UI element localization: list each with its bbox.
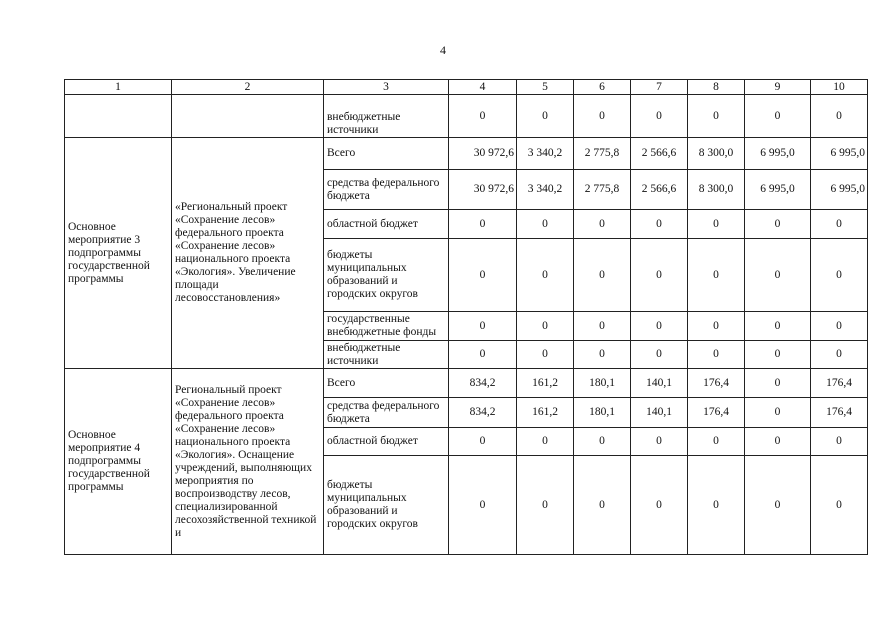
- column-header: 4: [449, 80, 517, 95]
- value-cell: 176,4: [688, 369, 745, 398]
- project-cell-empty: [172, 95, 324, 138]
- value-cell: 30 972,6: [449, 170, 517, 210]
- value-cell: 0: [517, 341, 574, 369]
- value-cell: 0: [688, 428, 745, 456]
- value-cell: 834,2: [449, 398, 517, 428]
- value-cell: 0: [517, 456, 574, 555]
- value-cell: 0: [745, 95, 811, 138]
- event-name: Основное мероприятие 4 подпрограммы государственной программы: [65, 369, 172, 555]
- value-cell: 0: [574, 341, 631, 369]
- value-cell: 0: [745, 456, 811, 555]
- value-cell: 2 566,6: [631, 138, 688, 170]
- value-cell: 161,2: [517, 369, 574, 398]
- table-row: [65, 138, 868, 170]
- funding-source: внебюджетные источники: [324, 95, 449, 138]
- project-description: «Региональный проект «Сохранение лесов» федерального проекта «Сохранение лесов» национального проекта «Экология». Увеличение площади лесовосстановления»: [172, 138, 324, 369]
- value-cell: 3 340,2: [517, 170, 574, 210]
- value-cell: 176,4: [811, 369, 868, 398]
- value-cell: 0: [449, 341, 517, 369]
- value-cell: 180,1: [574, 398, 631, 428]
- value-cell: 6 995,0: [745, 170, 811, 210]
- value-cell: 0: [449, 456, 517, 555]
- value-cell: 0: [449, 312, 517, 341]
- value-cell: 0: [811, 428, 868, 456]
- value-cell: 0: [631, 239, 688, 312]
- value-cell: 0: [631, 210, 688, 239]
- value-cell: 0: [745, 369, 811, 398]
- budget-table: [64, 79, 868, 555]
- column-header: 3: [324, 80, 449, 95]
- value-cell: 0: [517, 95, 574, 138]
- value-cell: 0: [688, 456, 745, 555]
- value-cell: 0: [745, 210, 811, 239]
- project-description: Региональный проект «Сохранение лесов» федерального проекта «Сохранение лесов» национального проекта «Экология». Оснащение учреждений, выполняющих мероприятия по воспроизводству лесов, специализированной лесохозяйственной техникой и: [172, 369, 324, 555]
- funding-source: Всего: [324, 138, 449, 170]
- value-cell: 0: [811, 95, 868, 138]
- value-cell: 0: [449, 95, 517, 138]
- column-header: 8: [688, 80, 745, 95]
- value-cell: 0: [574, 95, 631, 138]
- value-cell: 30 972,6: [449, 138, 517, 170]
- value-cell: 0: [688, 239, 745, 312]
- value-cell: 2 775,8: [574, 138, 631, 170]
- value-cell: 0: [449, 428, 517, 456]
- value-cell: 0: [517, 210, 574, 239]
- value-cell: 6 995,0: [811, 170, 868, 210]
- value-cell: 2 775,8: [574, 170, 631, 210]
- value-cell: 8 300,0: [688, 170, 745, 210]
- value-cell: 8 300,0: [688, 138, 745, 170]
- funding-source: бюджеты муниципальных образований и городских округов: [324, 456, 449, 555]
- value-cell: 0: [631, 95, 688, 138]
- value-cell: 0: [517, 312, 574, 341]
- value-cell: 176,4: [688, 398, 745, 428]
- column-header: 1: [65, 80, 172, 95]
- value-cell: 2 566,6: [631, 170, 688, 210]
- funding-source: Всего: [324, 369, 449, 398]
- value-cell: 0: [688, 341, 745, 369]
- column-header: 5: [517, 80, 574, 95]
- value-cell: 0: [631, 341, 688, 369]
- funding-source: областной бюджет: [324, 428, 449, 456]
- column-header: 10: [811, 80, 868, 95]
- value-cell: 0: [574, 239, 631, 312]
- value-cell: 0: [745, 428, 811, 456]
- column-header: 6: [574, 80, 631, 95]
- value-cell: 180,1: [574, 369, 631, 398]
- funding-source: внебюджетные источники: [324, 341, 449, 369]
- value-cell: 0: [631, 456, 688, 555]
- value-cell: 0: [574, 456, 631, 555]
- value-cell: 0: [517, 428, 574, 456]
- value-cell: 0: [745, 398, 811, 428]
- column-header: 9: [745, 80, 811, 95]
- value-cell: 0: [688, 210, 745, 239]
- value-cell: 0: [745, 239, 811, 312]
- funding-source: средства федерального бюджета: [324, 398, 449, 428]
- value-cell: 0: [745, 312, 811, 341]
- value-cell: 0: [811, 341, 868, 369]
- value-cell: 140,1: [631, 398, 688, 428]
- header-row: [65, 80, 868, 95]
- value-cell: 0: [631, 428, 688, 456]
- value-cell: 0: [688, 312, 745, 341]
- value-cell: 6 995,0: [811, 138, 868, 170]
- value-cell: 834,2: [449, 369, 517, 398]
- page-number: 4: [440, 43, 446, 57]
- value-cell: 0: [574, 210, 631, 239]
- table-row: [65, 369, 868, 398]
- value-cell: 3 340,2: [517, 138, 574, 170]
- value-cell: 0: [811, 312, 868, 341]
- value-cell: 0: [811, 239, 868, 312]
- funding-source: государственные внебюджетные фонды: [324, 312, 449, 341]
- value-cell: 0: [811, 456, 868, 555]
- funding-source: средства федерального бюджета: [324, 170, 449, 210]
- value-cell: 0: [449, 210, 517, 239]
- value-cell: 0: [517, 239, 574, 312]
- funding-source: областной бюджет: [324, 210, 449, 239]
- value-cell: 161,2: [517, 398, 574, 428]
- funding-source: бюджеты муниципальных образований и городских округов: [324, 239, 449, 312]
- value-cell: 0: [688, 95, 745, 138]
- event-cell-empty: [65, 95, 172, 138]
- column-header: 7: [631, 80, 688, 95]
- column-header: 2: [172, 80, 324, 95]
- value-cell: 0: [811, 210, 868, 239]
- value-cell: 0: [631, 312, 688, 341]
- value-cell: 0: [745, 341, 811, 369]
- value-cell: 0: [574, 312, 631, 341]
- value-cell: 6 995,0: [745, 138, 811, 170]
- value-cell: 176,4: [811, 398, 868, 428]
- value-cell: 0: [449, 239, 517, 312]
- event-name: Основное мероприятие 3 подпрограммы государственной программы: [65, 138, 172, 369]
- table-row: [65, 95, 868, 138]
- value-cell: 0: [574, 428, 631, 456]
- value-cell: 140,1: [631, 369, 688, 398]
